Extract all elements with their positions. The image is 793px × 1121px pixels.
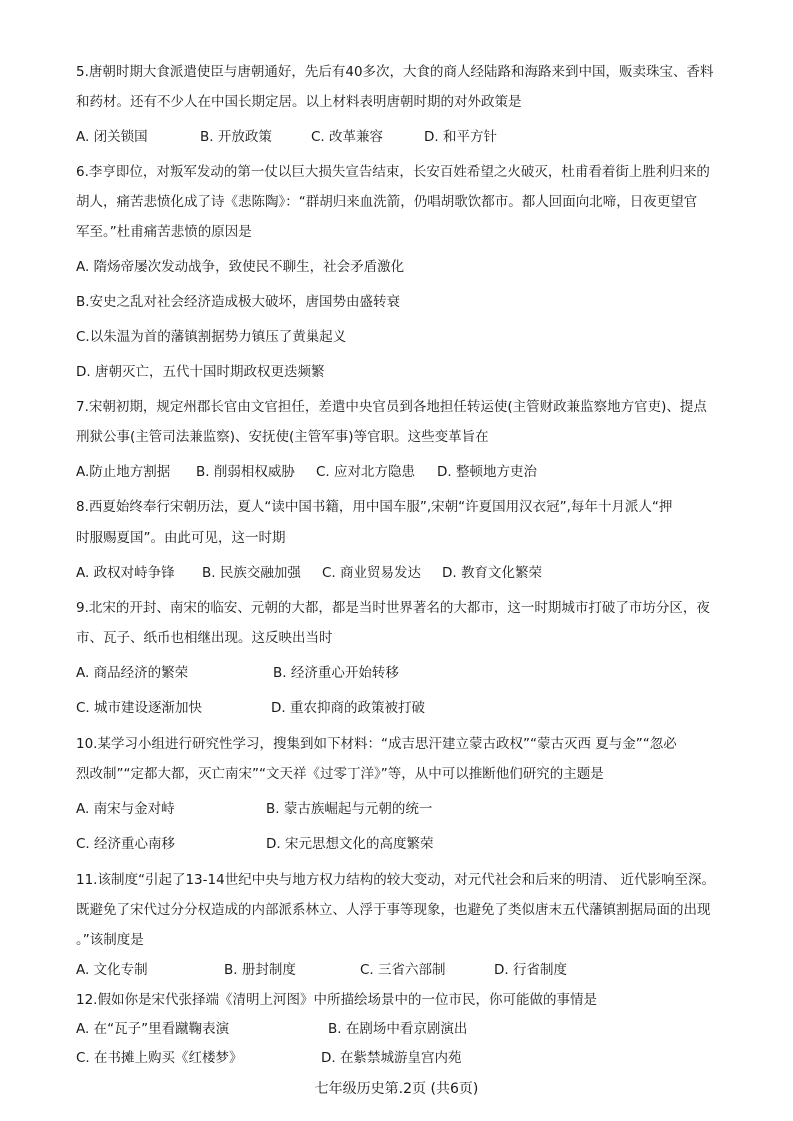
q12-option-b: B. 在剧场中看京剧演出 bbox=[328, 1021, 468, 1037]
q6-option-b: B.安史之乱对社会经济造成极大破坏，唐国势由盛转衰 bbox=[76, 294, 401, 310]
q9-line-2: 市、瓦子、纸币也相继出现。这反映出当时 bbox=[76, 630, 333, 646]
q12-line-1: 12.假如你是宋代张择端《清明上河图》中所描绘场景中的一位市民，你可能做的事情是 bbox=[76, 992, 597, 1008]
q8-option-b: B. 民族交融加强 bbox=[202, 565, 301, 581]
q7-option-a: A.防止地方割据 bbox=[76, 464, 171, 480]
q6-option-a: A. 隋炀帝屡次发动战争，致使民不聊生，社会矛盾激化 bbox=[76, 259, 405, 275]
q8-line-1: 8.西夏始终奉行宋朝历法，夏人“读中国书籍，用中国车服”,宋朝“许夏国用汉衣冠”,每年十月派人“押 bbox=[76, 499, 673, 515]
q7-option-c: C. 应对北方隐患 bbox=[316, 464, 416, 480]
q11-option-b: B. 册封制度 bbox=[224, 962, 296, 978]
q9-option-a: A. 商品经济的繁荣 bbox=[76, 665, 189, 681]
q10-option-b: B. 蒙古族崛起与元朝的统一 bbox=[266, 801, 433, 817]
q12-option-c: C. 在书摊上购买《红楼梦》 bbox=[76, 1050, 243, 1066]
q6-option-c: C.以朱温为首的藩镇割据势力镇压了黄巢起义 bbox=[76, 329, 347, 345]
q5-option-c: C. 改革兼容 bbox=[311, 129, 384, 145]
q10-option-d: D. 宋元思想文化的高度繁荣 bbox=[266, 836, 434, 852]
q8-option-c: C. 商业贸易发达 bbox=[322, 565, 422, 581]
q10-line-2: 烈改制”“定都大都，灭亡南宋”“文天祥《过零丁洋》”等，从中可以推断他们研究的主题是 bbox=[76, 766, 604, 782]
q6-line-1: 6.李亨即位，对叛军发动的第一仗以巨大损失宣告结束，长安百姓希望之火破灭，杜甫看着街上胜利归来的 bbox=[76, 164, 710, 180]
q5-line-1: 5.唐朝时期大食派遣使臣与唐朝通好，先后有40多次，大食的商人经陆路和海路来到中国，贩卖珠宝、香料 bbox=[76, 64, 714, 80]
q5-line-2: 和药材。还有不少人在中国长期定居。以上材料表明唐朝时期的对外政策是 bbox=[76, 94, 522, 110]
q9-line-1: 9.北宋的开封、南宋的临安、元朝的大都，都是当时世界著名的大都市，这一时期城市打破了市坊分区，夜 bbox=[76, 600, 710, 616]
q9-option-c: C. 城市建设逐渐加快 bbox=[76, 700, 203, 716]
q6-line-3: 军至。”杜甫痛苦悲愤的原因是 bbox=[76, 224, 252, 240]
q11-option-c: C. 三省六部制 bbox=[360, 962, 446, 978]
q7-line-1: 7.宋朝初期，规定州郡长官由文官担任，差遣中央官员到各地担任转运使(主管财政兼监察地方官吏)、提点 bbox=[76, 399, 707, 415]
q8-option-d: D. 教育文化繁荣 bbox=[442, 565, 542, 581]
q9-option-d: D. 重农抑商的政策被打破 bbox=[271, 700, 425, 716]
q7-line-2: 刑狱公事(主管司法兼监察)、安抚使(主管军事)等官职。这些变革旨在 bbox=[76, 429, 489, 445]
q8-option-a: A. 政权对峙争锋 bbox=[76, 565, 175, 581]
q9-option-b: B. 经济重心开始转移 bbox=[273, 665, 399, 681]
q11-option-d: D. 行省制度 bbox=[494, 962, 567, 978]
q11-option-a: A. 文化专制 bbox=[76, 962, 148, 978]
q11-line-1: 11.该制度“引起了13-14世纪中央与地方权力结构的较大变动，对元代社会和后来的明清、 近代影响至深。 bbox=[76, 872, 715, 888]
q5-option-a: A. 闭关锁国 bbox=[76, 129, 148, 145]
q6-option-d: D. 唐朝灭亡，五代十国时期政权更迭频繁 bbox=[76, 364, 325, 380]
q8-line-2: 时服赐夏国”。由此可见，这一时期 bbox=[76, 530, 286, 546]
q7-option-b: B. 削弱相权威胁 bbox=[196, 464, 295, 480]
q6-line-2: 胡人，痛苦悲愤化成了诗《悲陈陶》：“群胡归来血洗箭，仍唱胡歌饮都市。都人回面向北啼，日夜更望官 bbox=[76, 194, 698, 210]
q10-line-1: 10.某学习小组进行研究性学习，搜集到如下材料：“成吉思汗建立蒙古政权”“蒙古灭西 夏与金”“忽必 bbox=[76, 736, 677, 752]
q5-option-d: D. 和平方针 bbox=[424, 129, 497, 145]
page-footer: 七年级历史第.2页 (共6页) bbox=[314, 1081, 479, 1097]
q7-option-d: D. 整顿地方吏治 bbox=[437, 464, 537, 480]
q10-option-a: A. 南宋与金对峙 bbox=[76, 801, 175, 817]
q12-option-a: A. 在“瓦子”里看蹴鞠表演 bbox=[76, 1021, 230, 1037]
q12-option-d: D. 在紫禁城游皇宫内苑 bbox=[321, 1050, 462, 1066]
q5-option-b: B. 开放政策 bbox=[200, 129, 272, 145]
q11-line-3: 。”该制度是 bbox=[76, 932, 144, 948]
q10-option-c: C. 经济重心南移 bbox=[76, 836, 176, 852]
q11-line-2: 既避免了宋代过分分权造成的内部派系林立、人浮于事等现象，也避免了类似唐末五代藩镇割据局面的出现 bbox=[76, 902, 711, 918]
